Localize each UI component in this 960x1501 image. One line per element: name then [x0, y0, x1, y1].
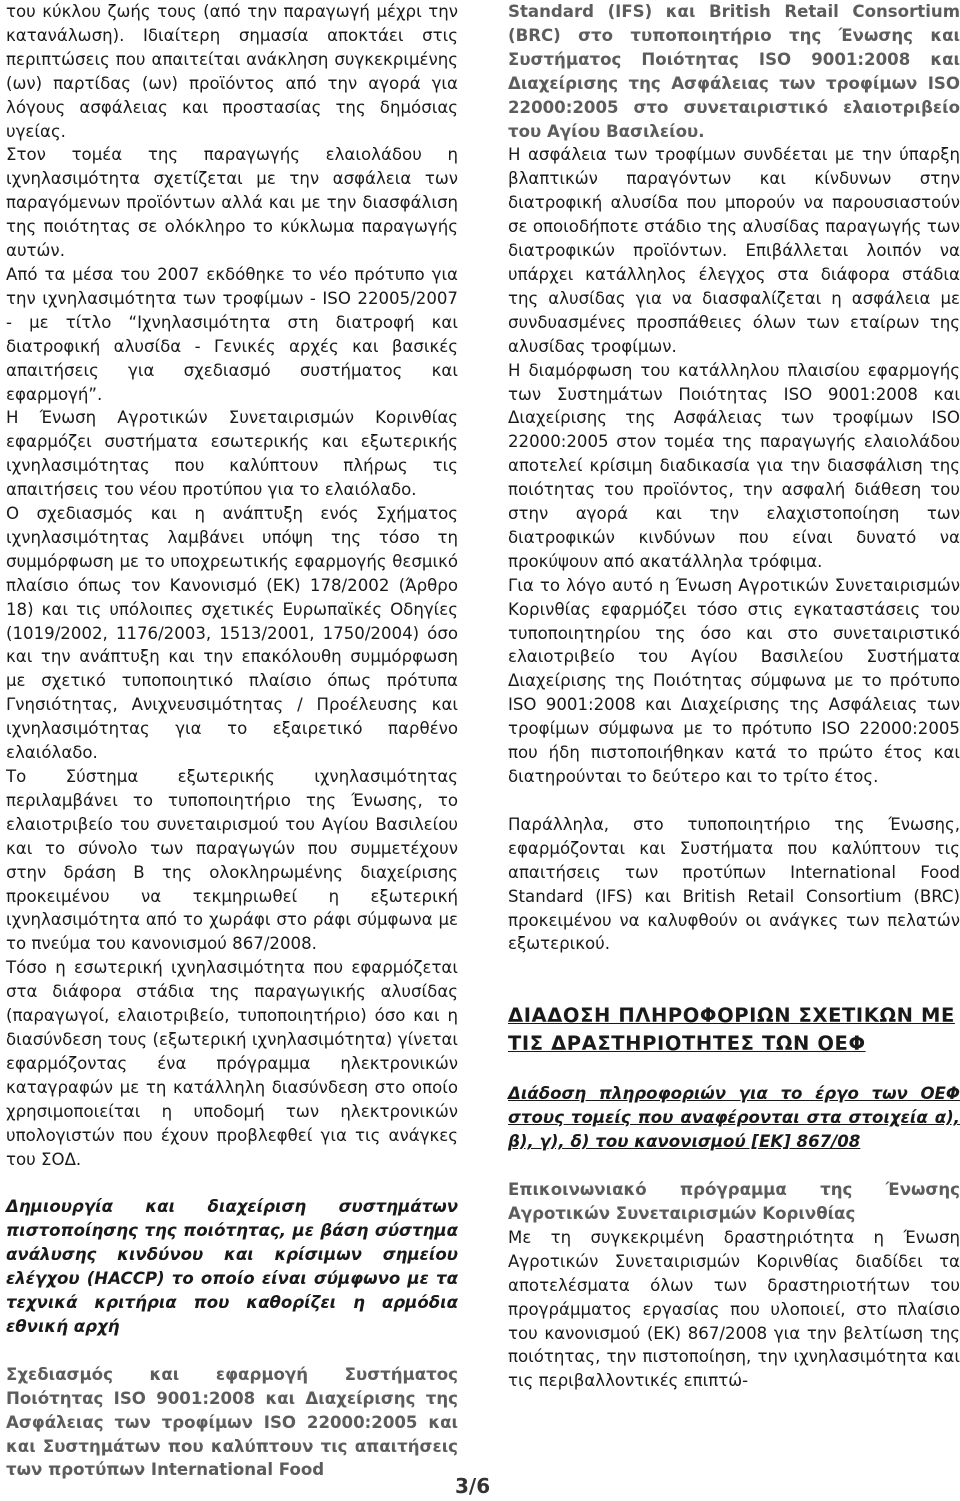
paragraph: Η ασφάλεια των τροφίμων συνδέεται με την ύπαρξη βλαπτικών παραγόντων και κίνδυνων στην διατροφική αλυσίδα που μπορούν να παρουσιαστούν σε οποιοδήποτε στάδιο της αλυσίδας παραγωγής των διατροφικών προϊόντων. Επιβάλλεται λοιπόν να υπάρχει κατάλληλος έλεγχος στα διάφορα στάδια της αλυσίδας για να διασφαλίζεται η ασφάλεια με συνδυασμένες προσπάθειες όλων των εταίρων της αλυσίδας τροφίμων.: [508, 145, 960, 356]
paragraph: Η Ένωση Αγροτικών Συνεταιρισμών Κορινθίας εφαρμόζει συστήματα εσωτερικής και εξωτερικής ιχνηλασιμότητας που καλύπτουν πλήρως τις απαιτήσεις του νέου προτύπου για το ελαιόλαδο.: [6, 408, 458, 500]
page-number: 3/6: [455, 1474, 491, 1498]
paragraph: του κύκλου ζωής τους (από την παραγωγή μέχρι την κατανάλωση). Ιδιαίτερη σημασία αποκτάει στις περιπτώσεις που απαιτείται ανάκληση συγκεκριμένης (ων) παρτίδας (ων) προϊόντος από την αγορά για λόγους ασφάλειας και προστασίας της δημόσιας υγείας.: [6, 2, 458, 141]
section-subheading: Διάδοση πληροφοριών για το έργο των ΟΕΦ στους τομείς που αναφέρονται στα στοιχεία α), β), γ), δ) του κανονισμού [ΕΚ] 867/08: [508, 1084, 960, 1152]
paragraph: Παράλληλα, στο τυποποιητήριο της Ένωσης, εφαρμόζονται και Συστήματα που καλύπτουν τις απαιτήσεις των προτύπων International Food Standard (IFS) και British Retail Consortium (BRC) προκειμένου να καλυφθούν οι ανάγκες των πελατών εξωτερικού.: [508, 814, 960, 954]
grey-subheading: Σχεδιασμός και εφαρμογή Συστήματος Ποιότητας ISO 9001:2008 και Διαχείρισης της Ασφάλειας των τροφίμων ISO 22000:2005 και και Συστημάτων που καλύπτουν τις απαιτήσεις των προτύπων International Food: [6, 1364, 458, 1480]
paragraph: Στον τομέα της παραγωγής ελαιολάδου η ιχνηλασιμότητα σχετίζεται με την ασφάλεια των παραγόμενων προϊόντων αλλά και με την διασφάλιση της ποιότητας σε ολόκληρο το κύκλωμα παραγωγής αυτών.: [6, 145, 458, 261]
grey-subheading-continued: Standard (IFS) και British Retail Consortium (BRC) στο τυποποιητήριο της Ένωσης και Συστήματος Ποιότητας ISO 9001:2008 και Διαχείρισης της Ασφάλειας των τροφίμων ISO 22000:2005 στο συνεταιριστικό ελαιοτριβείο του Αγίου Βασιλείου.: [508, 2, 960, 141]
section-heading: ΔΙΑΔΟΣΗ ΠΛΗΡΟΦΟΡΙΩΝ ΣΧΕΤΙΚΩΝ ΜΕ ΤΙΣ ΔΡΑΣΤΗΡΙΟΤΗΤΕΣ ΤΩΝ ΟΕΦ: [508, 1004, 955, 1056]
paragraph: Ο σχεδιασμός και η ανάπτυξη ενός Σχήματος ιχνηλασιμότητας λαμβάνει υπόψη της τόσο τη συμμόρφωση με το υποχρεωτικής εφαρμογής θεσμικό πλαίσιο όπως τον Κανονισμό (ΕΚ) 178/2002 (Άρθρο 18) και τις υπόλοιπες σχετικές Ευρωπαϊκές Οδηγίες (1019/2002, 1176/2003, 1513/2001, 1750/2004) όσο και την ανάπτυξη και την επακόλουθη συμμόρφωση με σχετικό τυποποιητικό πλαίσιο όπως πρότυπα Γνησιότητας, Ανιχνευσιμότητας / Προέλευσης και ιχνηλασιμότητας για το εξαιρετικό παρθένο ελαιόλαδο.: [6, 504, 458, 763]
paragraph: Το Σύστημα εξωτερικής ιχνηλασιμότητας περιλαμβάνει το τυποποιητήριο της Ένωσης, το ελαιοτριβείο του συνεταιρισμού του Αγίου Βασιλείου και το σύνολο των παραγωγών που συμμετέχουν στην δράση Β της ολοκληρωμένης διαχείρισης προκειμένου να τεκμηριωθεί η εξωτερική ιχνηλασιμότητα από το χωράφι στο ράφι σύμφωνα με το πνεύμα του κανονισμού 867/2008.: [6, 767, 458, 954]
left-column: [6, 0, 458, 1482]
paragraph: Για το λόγο αυτό η Ένωση Αγροτικών Συνεταιρισμών Κορινθίας εφαρμόζει τόσο στις εγκαταστάσεις του τυποποιητηρίου της όσο και στο συνεταιριστικό ελαιοτριβείο του Αγίου Βασιλείου Συστήματα Διαχείρισης της Ποιότητας σύμφωνα με το πρότυπο ISO 9001:2008 και Διαχείρισης της Ασφάλειας των τροφίμων σύμφωνα με το πρότυπο ISO 22000:2005 που ήδη πιστοποιήθηκαν κατά το πρώτο έτος και διατηρούνται το δεύτερο και το τρίτο έτος.: [508, 575, 960, 786]
paragraph: Η διαμόρφωση του κατάλληλου πλαισίου εφαρμογής των Συστημάτων Ποιότητας ISO 9001:2008 και Διαχείρισης της Ασφάλειας των τροφίμων ISO 22000:2005 στον τομέα της παραγωγής ελαιολάδου αποτελεί κρίσιμη διαδικασία για την διασφάλιση της ποιότητας του προϊόντος, την ασφαλή διάθεση του στην αγορά και την ελαχιστοποίηση των διατροφικών κινδύνων που είναι δυνατό να προκύψουν από ακατάλληλα τρόφιμα.: [508, 360, 960, 571]
paragraph: Από τα μέσα του 2007 εκδόθηκε το νέο πρότυπο για την ιχνηλασιμότητα των τροφίμων - ISO 22005/2007 - με τίτλο “Ιχνηλασιμότητα στη διατροφή και διατροφική αλυσίδα - Γενικές αρχές και βασικές απαιτήσεις για σχεδιασμό συστήματος και εφαρμογή”.: [6, 264, 458, 404]
grey-subheading: Επικοινωνιακό πρόγραμμα της Ένωσης Αγροτικών Συνεταιρισμών Κορινθίας: [508, 1180, 960, 1223]
section-subheading: Δημιουργία και διαχείριση συστημάτων πιστοποίησης της ποιότητας, με βάση σύστημα ανάλυσης κινδύνου και κρίσιμων σημείου ελέγχου (HACCP) το οποίο είναι σύμφωνο με τα τεχνικά κριτήρια που καθορίζει η αρμόδια εθνική αρχή: [6, 1197, 458, 1336]
right-column: [508, 0, 960, 1393]
paragraph: Τόσο η εσωτερική ιχνηλασιμότητα που εφαρμόζεται στα διάφορα στάδια της παραγωγικής αλυσίδας (παραγωγοί, ελαιοτριβείο, τυποποιητήριο) όσο και η διασύνδεση τους (εξωτερική ιχνηλασιμότητα) γίνεται εφαρμόζοντας ένα πρόγραμμα ηλεκτρονικών καταγραφών με τη κατάλληλη διασύνδεση στο οποίο χρησιμοποιείται η υποδομή των ηλεκτρονικών υπολογιστών που έχουν προβλεφθεί για τις ανάγκες του ΣΟΔ.: [6, 958, 458, 1169]
paragraph: Με τη συγκεκριμένη δραστηριότητα η Ένωση Αγροτικών Συνεταιρισμών Κορινθίας διαδίδει τα αποτελέσματα όλων των δραστηριοτήτων του προγράμματος εργασίας που υλοποιεί, στο πλαίσιο του κανονισμού (ΕΚ) 867/2008 για την βελτίωση της ποιότητας, την πιστοποίηση, την ιχνηλασιμότητα και τις περιβαλλοντικές επιπτώ-: [508, 1227, 960, 1391]
